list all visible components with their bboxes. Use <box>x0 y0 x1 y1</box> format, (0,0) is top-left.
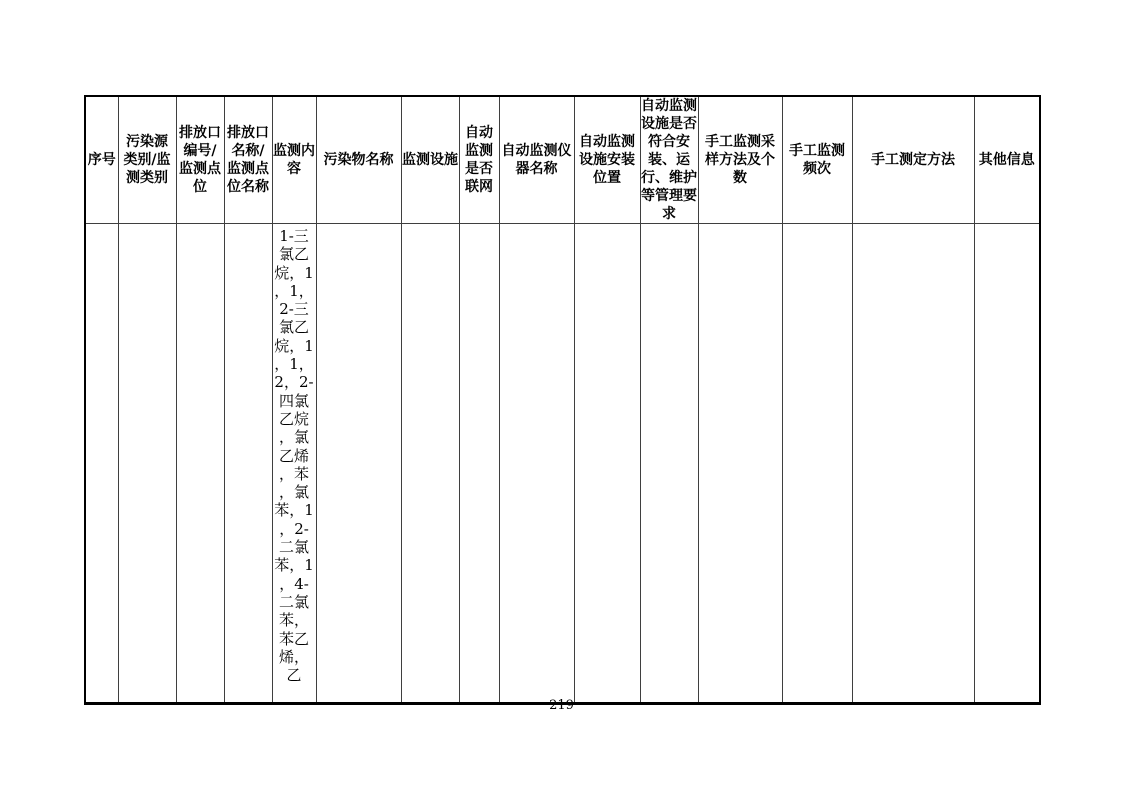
col-header-other-info: 其他信息 <box>974 96 1040 224</box>
cell-outlet-name-monitoring-point-name <box>224 224 272 704</box>
cell-other-info <box>974 224 1040 704</box>
cell-monitoring-facility <box>401 224 459 704</box>
col-header-auto-monitoring-compliance: 自动监测设施是否符合安装、运行、维护等管理要求 <box>641 98 697 222</box>
col-header-manual-determination-method: 手工测定方法 <box>852 96 974 224</box>
col-header-manual-sampling-method-count: 手工监测采样方法及个数 <box>698 96 782 224</box>
col-header-pollution-source-category: 污染源类别/监测类别 <box>118 96 176 224</box>
col-header-outlet-name-monitoring-point-name: 排放口名称/监测点位名称 <box>224 96 272 224</box>
col-header-monitoring-content: 监测内容 <box>272 96 316 224</box>
col-header-pollutant-name: 污染物名称 <box>316 96 401 224</box>
cell-manual-monitoring-frequency <box>782 224 852 704</box>
cell-auto-monitoring-instrument-name <box>499 224 574 704</box>
col-header-manual-monitoring-frequency: 手工监测频次 <box>782 96 852 224</box>
cell-manual-sampling-method-count <box>698 224 782 704</box>
col-header-outlet-number-monitoring-point: 排放口编号/监测点位 <box>176 96 224 224</box>
cell-auto-monitoring-compliance <box>640 224 698 704</box>
col-header-serial-number: 序号 <box>85 96 118 224</box>
cell-pollution-source-category <box>118 224 176 704</box>
col-header-auto-monitoring-install-location: 自动监测设施安装位置 <box>574 96 640 224</box>
col-header-monitoring-facility: 监测设施 <box>401 96 459 224</box>
cell-monitoring-content: 1-三氯乙烷，1，1，2-三氯乙烷，1，1，2，2-四氯乙烷，氯乙烯，苯，氯苯，1，2-二氯苯，1，4-二氯苯，苯乙烯，乙 <box>272 224 316 704</box>
col-header-auto-monitoring-instrument-name: 自动监测仪器名称 <box>499 96 574 224</box>
col-header-auto-monitoring-networked: 自动监测是否联网 <box>459 96 499 224</box>
cell-auto-monitoring-install-location <box>574 224 640 704</box>
cell-outlet-number-monitoring-point <box>176 224 224 704</box>
table-row <box>85 224 1040 704</box>
table-header-row <box>85 96 1040 224</box>
cell-pollutant-name <box>316 224 401 704</box>
cell-serial-number <box>85 224 118 704</box>
cell-auto-monitoring-networked <box>459 224 499 704</box>
cell-manual-determination-method <box>852 224 974 704</box>
page-number: 219 <box>549 698 574 713</box>
monitoring-table <box>84 95 1041 705</box>
